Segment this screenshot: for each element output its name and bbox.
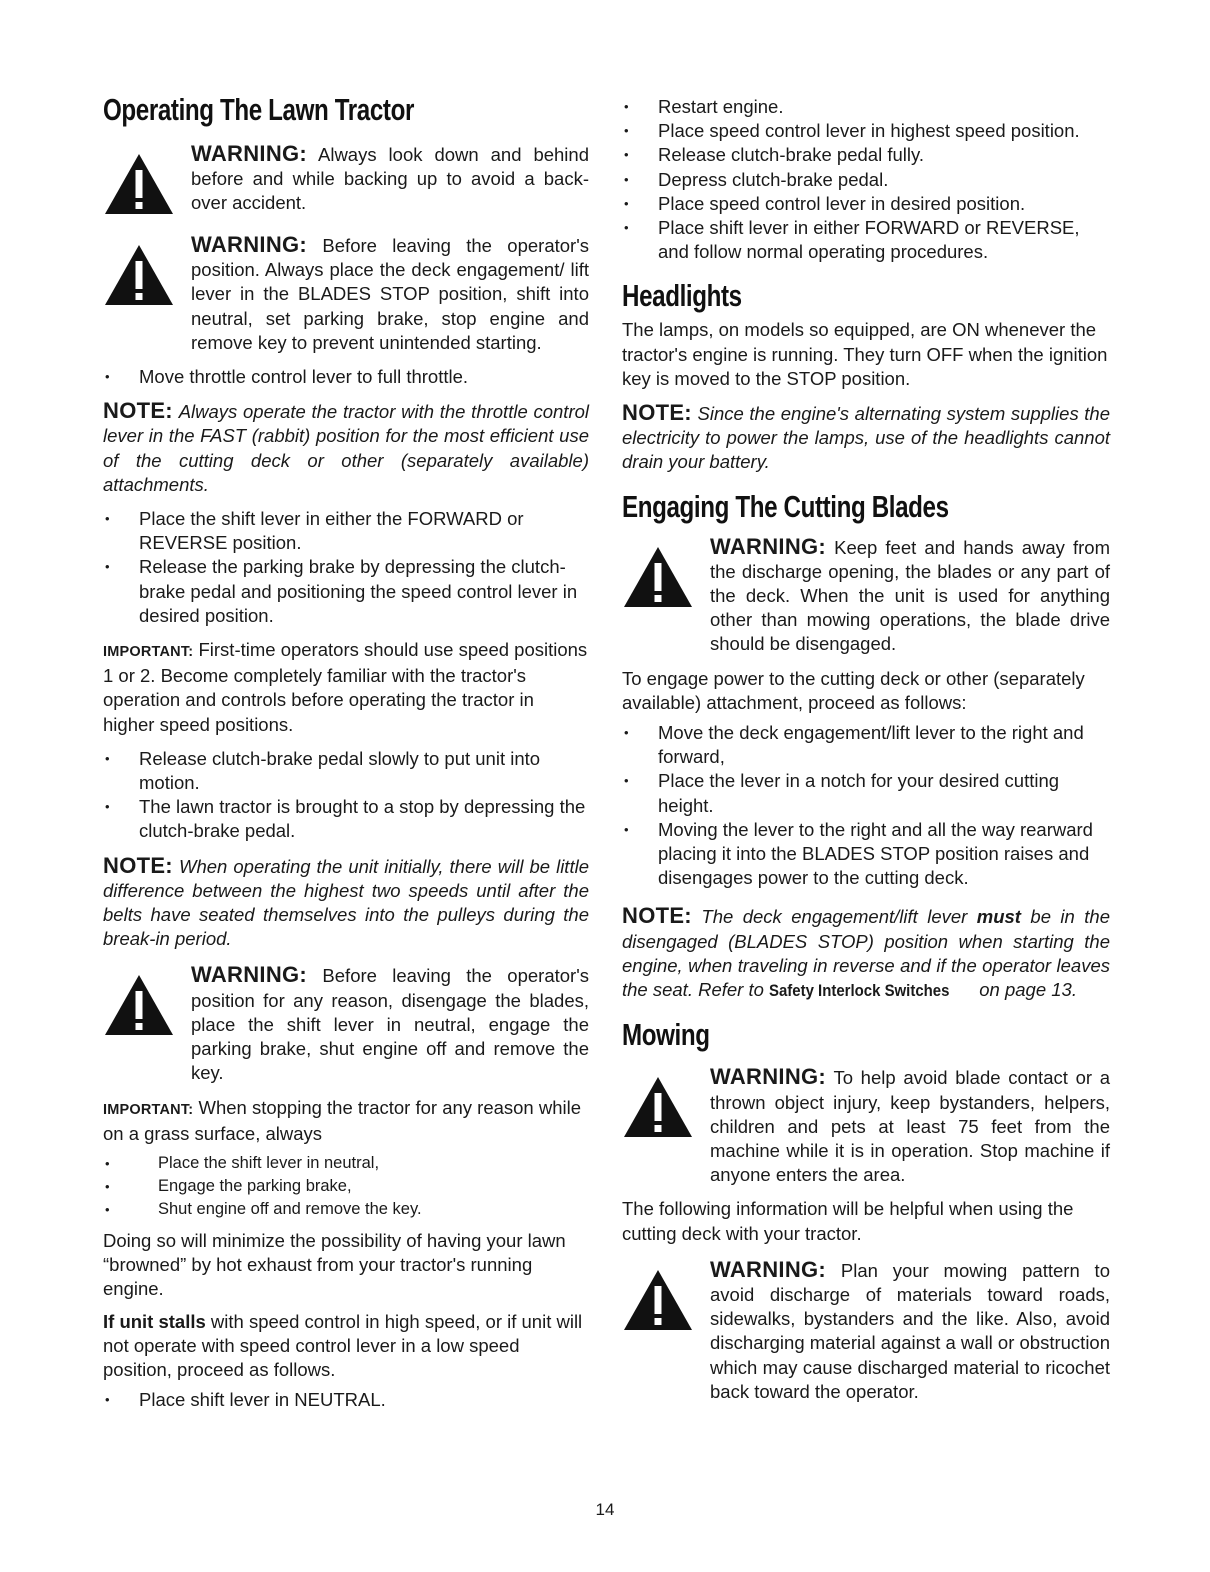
list-item: • Release clutch-brake pedal slowly to put unit into motion. — [103, 747, 589, 795]
warning-triangle-icon — [622, 535, 710, 614]
note-block: NOTE: When operating the unit initially, there will be little difference between the highest two speeds until after the belts have seated themselves into the pulleys during the break-in period. — [103, 852, 589, 950]
list-item: • Place the lever in a notch for your desired cutting height. — [622, 769, 1110, 817]
warning-triangle-icon — [622, 1065, 710, 1144]
bullet-list — [103, 365, 589, 389]
list-item: • Place the shift lever in either the FORWARD or REVERSE position. — [103, 507, 589, 555]
bullet-list — [103, 507, 589, 628]
list-item: • The lawn tractor is brought to a stop by depressing the clutch-brake pedal. — [103, 795, 589, 843]
mowing-paragraph: The following information will be helpful when using the cutting deck with your tractor. — [622, 1198, 1074, 1244]
list-item: • Release clutch-brake pedal fully. — [622, 143, 1110, 167]
warning-triangle-icon — [103, 963, 191, 1042]
list-item: • Moving the lever to the right and all the way rearward placing it into the BLADES STOP position raises and disengages power to the cutting deck. — [622, 818, 1110, 891]
warning-text: WARNING: Always look down and behind before and while backing up to avoid a back-over accident. — [191, 141, 589, 214]
warning-block — [103, 142, 589, 221]
warning-block — [622, 535, 1110, 657]
warning-block — [622, 1258, 1110, 1404]
warning-block — [103, 963, 589, 1085]
warning-triangle-icon — [622, 1258, 710, 1337]
section-title-mowing: Mowing — [622, 1017, 710, 1053]
bullet-list — [622, 95, 1110, 264]
note-block: NOTE: Always operate the tractor with the throttle control lever in the FAST (rabbit) position for the most efficient use of the cutting deck or other (separately available) attachments. — [103, 398, 589, 495]
bullet-list — [103, 1152, 589, 1221]
bullet-list — [103, 747, 589, 844]
warning-text: WARNING: Before leaving the operator's position for any reason, disengage the blades, place the shift lever in neutral, engage the parking brake, shut engine off and remove the key. — [191, 962, 589, 1084]
list-item: • Restart engine. — [622, 95, 1110, 119]
important-paragraph: IMPORTANT: First-time operators should use speed positions 1 or 2. Become completely familiar with the tractor's operation and controls before operating the tractor in higher speed positions. — [103, 639, 588, 735]
list-item: • Move throttle control lever to full throttle. — [103, 365, 589, 389]
page-number: 14 — [595, 1500, 615, 1519]
list-item: • Depress clutch-brake pedal. — [622, 168, 1110, 192]
list-item: • Move the deck engagement/lift lever to the right and forward, — [622, 721, 1110, 769]
list-item: • Place shift lever in NEUTRAL. — [103, 1388, 589, 1412]
headlights-paragraph: The lamps, on models so equipped, are ON whenever the tractor's engine is running. They turn OFF when the ignition key is moved to the STOP position. — [622, 319, 1108, 389]
section-title-headlights: Headlights — [622, 278, 742, 314]
engaging-paragraph: To engage power to the cutting deck or other (separately available) attachment, proceed as follows: — [622, 667, 1085, 713]
list-item: • Place the shift lever in neutral, — [103, 1152, 589, 1175]
warning-text: WARNING: Before leaving the operator's position. Always place the deck engagement/ lift lever in the BLADES STOP position, shift into neutral, set parking brake, stop engine and remove key to prevent unintended starting. — [191, 232, 589, 353]
warning-text: WARNING: To help avoid blade contact or a thrown object injury, keep bystanders, helpers, children and pets at least 75 feet from the machine while it is in operation. Stop machine if anyone enters the area. — [710, 1064, 1111, 1186]
note-block: NOTE: Since the engine's alternating system supplies the electricity to power the lamps, use of the headlights cannot drain your battery. — [622, 400, 1110, 473]
browned-paragraph: Doing so will minimize the possibility of having your lawn “browned” by hot exhaust from your tractor's running engine. — [103, 1229, 566, 1300]
list-item: • Release the parking brake by depressing the clutch-brake pedal and positioning the speed control lever in desired position. — [103, 555, 589, 628]
warning-triangle-icon — [103, 233, 191, 312]
section-title-operating: Operating The Lawn Tractor — [103, 92, 414, 127]
bullet-list — [622, 721, 1110, 890]
warning-triangle-icon — [103, 142, 191, 221]
list-item: • Engage the parking brake, — [103, 1175, 589, 1198]
right-column — [622, 95, 1110, 1414]
warning-text: WARNING: Keep feet and hands away from the discharge opening, the blades or any part of the deck. When the unit is used for anything other than mowing operations, the blade drive should be disengaged. — [710, 533, 1110, 655]
warning-block — [103, 233, 589, 355]
stalls-paragraph: If unit stalls with speed control in high speed, or if unit will not operate with speed control lever in a low speed position, proceed as follows. — [103, 1310, 583, 1380]
bullet-list — [103, 1388, 589, 1412]
warning-text: WARNING: Plan your mowing pattern to avoid discharge of materials toward roads, sidewalks, bystanders and the like. Also, avoid discharging material against a wall or obstruction which may cause discharged material to ricochet back toward the operator. — [710, 1256, 1111, 1402]
important-paragraph: IMPORTANT: When stopping the tractor for any reason while on a grass surface, always — [103, 1096, 582, 1144]
list-item: • Place shift lever in either FORWARD or REVERSE, and follow normal operating procedures. — [622, 216, 1110, 264]
list-item: • Place speed control lever in highest speed position. — [622, 119, 1110, 143]
left-column — [103, 92, 589, 1420]
section-title-engaging: Engaging The Cutting Blades — [622, 488, 949, 524]
list-item: • Place speed control lever in desired position. — [622, 192, 1110, 216]
note-block: NOTE: The deck engagement/lift lever must be in the disengaged (BLADES STOP) position when starting the engine, when traveling in reverse and if the operator leaves the seat. Refer to Safety Interlock Switches on page 13. — [622, 903, 1110, 1001]
list-item: • Shut engine off and remove the key. — [103, 1198, 589, 1221]
warning-block — [622, 1065, 1110, 1187]
